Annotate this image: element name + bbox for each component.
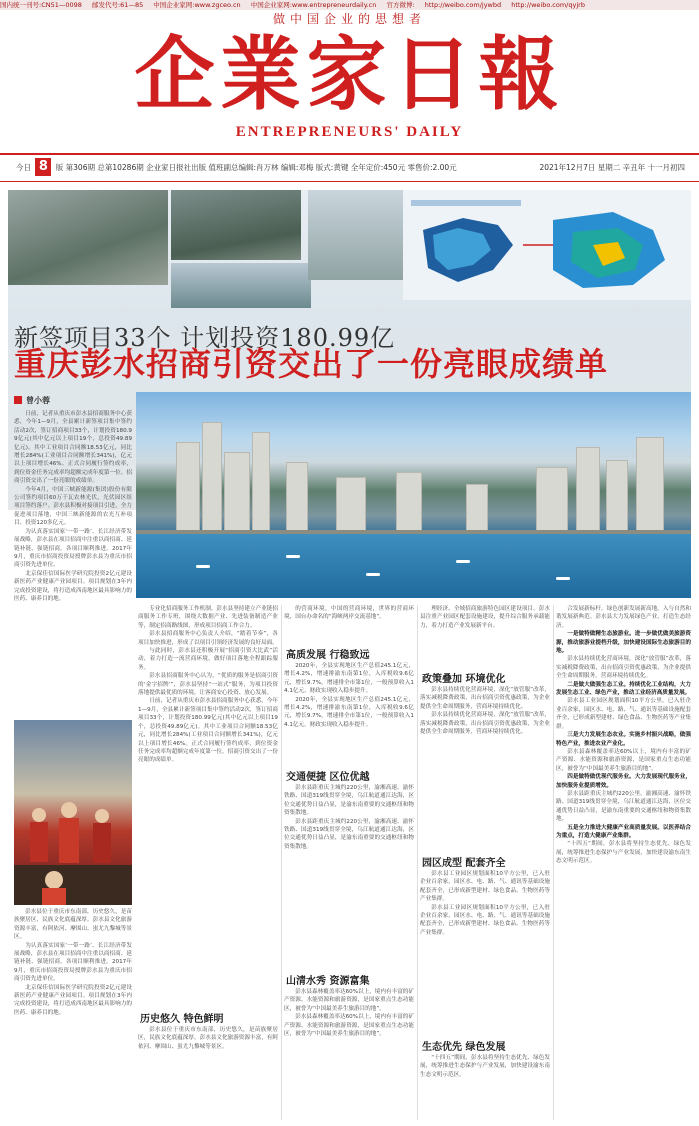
section-heading-development: 高质发展 行稳致远 — [286, 650, 370, 661]
paragraph — [556, 731, 691, 748]
top-strip-item: 官方微博: — [386, 1, 415, 9]
byline-author: 曾小蓉 — [26, 396, 50, 405]
article-column-3-b — [284, 784, 414, 964]
paragraph: 彭水县距重庆主城约220公里，渝湘高速、渝怀铁路、国道319线贯穿全境，乌江航道通江达海，区位交通优势日益凸显，是渝东南重要的交通枢纽和物资集散地。 — [556, 790, 691, 823]
photo-river-bridge — [171, 263, 311, 308]
paragraph: 彭水县工业园区规划面积10平方公里，已入驻企业百余家，园区水、电、路、气、通讯等基础设施配套齐全，已形成新型建材、绿色食品、生物医药等产业集群。 — [420, 871, 550, 903]
paragraph: 的营商环境，中国的营商环境，世界的营商环境，国台办命名的“海峡两岸交流基地”。 — [284, 606, 414, 621]
section-heading-transport: 交通便捷 区位优越 — [286, 772, 370, 783]
paragraph: 彭水县持续优化营商环境，深化“放管服”改革，落实减税降费政策，出台招商引资优惠政策，为企业提供全生命周期服务，营商环境持续优化。 — [556, 656, 691, 680]
masthead-title: 企業家日報 — [134, 27, 565, 121]
paragraph — [556, 681, 691, 698]
paragraph: 彭水县森林覆盖率达60%以上，境内有丰富的矿产资源、水能资源和旅游资源，是国家重点生态功能区，被誉为“中国最美养生旅游目的地”。 — [556, 748, 691, 772]
paragraph: 彭水县持续优化营商环境，深化“放管服”改革，落实减税降费政策，出台招商引资优惠政策，为企业提供全生命周期服务，营商环境持续优化。 — [420, 712, 550, 736]
article-column-2-bottom — [138, 1026, 278, 1122]
photo-folk-performers — [14, 720, 132, 905]
paragraph: 北京保佳信国际医学研究院投资2亿元建设新医药产业健康产业园项目。项目规划在3年内完成投资建设，将打造成西南地区最具影响力的医药、康养目的地。 — [14, 570, 132, 602]
paragraph: 北京保佳信国际医学研究院投资2亿元建设新医药产业健康产业园项目。项目规划在3年内完成投资建设，将打造成西南地区最具影响力的医药、康养目的地。 — [14, 984, 132, 1016]
byline-marker-icon — [14, 396, 22, 404]
paragraph: 彭水县招商服务中心认为，“优质的服务是招商引资的‘金字招牌’”，彭水县坚持“一站式”服务，为项目投资落地提供最优质的环境，让客商安心投资、放心发展。 — [138, 673, 278, 697]
article-column-3-c — [284, 988, 414, 1122]
paragraph: 彭水县森林覆盖率达60%以上，境内有丰富的矿产资源、水能资源和旅游资源，是国家重点生态功能区，被誉为“中国最美养生旅游目的地”。 — [284, 989, 414, 1012]
top-strip-item: 国内统一刊号:CN51—0098 — [0, 1, 82, 9]
top-strip-item[interactable]: http://weibo.com/qyjrb — [511, 1, 585, 9]
paragraph: 彭水县距重庆主城约220公里，渝湘高速、渝怀铁路、国道319线贯穿全境，乌江航道通江达海，区位交通优势日益凸显，是渝东南重要的交通枢纽和物资集散地。 — [284, 818, 414, 850]
article-headline: 重庆彭水招商引资交出了一份亮眼成绩单 — [14, 345, 609, 383]
column-divider — [417, 605, 418, 1120]
paragraph: 合发展新标杆，绿色创新发展新高地。入与自然和谐发展新典范。彭水县大力发展绿色产业，打造生态经济。 — [556, 606, 691, 629]
section-heading-resources: 山清水秀 资源富集 — [286, 976, 370, 987]
point-five: 五是全力推进大健康产业高质量发展。以医养结合为重点，打造大健康产业集群。 — [556, 824, 691, 839]
article-subtitle: 新签项目33个 计划投资180.99亿 — [14, 324, 396, 352]
masthead-english: ENTREPRENEURS' DAILY — [235, 124, 464, 140]
map-icon — [403, 190, 691, 300]
point-four: 四是做特做优现代服务业。大力发展现代服务业，加快服务业提质增效。 — [556, 774, 691, 789]
article-column-3-top — [284, 605, 414, 641]
paragraph: 2020年，全县实现地区生产总值245.1亿元，增长4.2%，增速排渝东南第1位，入库税收9.6亿元，增长9.7%，增速排全市第1位，一般预算收入14.1亿元，财政实现收入稳步提升。 — [284, 696, 414, 728]
paragraph: 日前，记者从重庆市彭水县招商服务中心获悉，今年1—9月，全县累计新签项目集中签约活动2次，签订招商项目33个，计划投资180.99亿元(其中亿元以上项目19个，总投资49.89亿元)。其中工业项目合同额18.53亿元，同比增长284%(工业项目合同额增长341%)，亿元以上项目增长46%。正式合同履行签约成率，到位资金任务完成率均超额完成年度第一位。招商引资交出了一份亮眼的成绩单。 — [14, 411, 132, 485]
photo-mountain — [308, 190, 403, 280]
point-one: 一是做特做精生态旅游业。进一步做优做美旅游资源，推动旅游业提档升级，加快建设国际生态旅游目的地。 — [556, 631, 691, 655]
paragraph — [556, 773, 691, 790]
region-map-graphic — [403, 190, 691, 300]
photo-ancient-town — [171, 190, 301, 260]
paragraph: 与此同时，彭水县还积极开展“招商引资大比武”活动，着力打造一流营商环境，做好项目落地全程跟踪服务。 — [138, 648, 278, 671]
column-divider — [553, 605, 554, 1120]
paragraph: 为认真落实国家‘一带一路’、长江经济带发展战略，彭水县在项目招商中注重以商招商、延链补链、强链招商，各项目顺利推进。2017年9月，重庆市招商投资局授牌彭水县为重庆市招商引资先进单位。 — [14, 942, 132, 983]
article-column-4-top — [420, 605, 550, 665]
issue-details: 版 第306期 总第10286期 企业家日报社出版 值班副总编辑:肖万林 编辑:邓梅 版式:黄键 全年定价:450元 零售价:2.00元 — [55, 163, 457, 172]
point-two: 二是做大做强生态工业。持续优化工业结构，大力发展生态工业、绿色产业，推动工业经济高质量发展。 — [556, 681, 691, 697]
section-heading-policy: 政策叠加 环境优化 — [422, 674, 506, 685]
article-byline — [14, 395, 132, 406]
paragraph — [556, 630, 691, 655]
article-column-4-a — [420, 686, 550, 846]
article-column-5 — [556, 605, 691, 1122]
issue-date: 2021年12月7日 星期二 辛丑年 十一月初四 — [539, 163, 685, 172]
page-number-badge: 8 — [35, 158, 51, 176]
paragraph: 彭水县工业园区规划面积10平方公里，已入驻企业百余家，园区水、电、路、气、通讯等基础设施配套齐全，已形成新型建材、绿色食品、生物医药等产业集群。 — [556, 698, 691, 730]
issue-info-bar — [0, 153, 699, 182]
paragraph: “十四五”期间，彭水县将坚持生态优先、绿色发展，统筹推进生态保护与产业发展，加快建设渝东南生态文明示范区。 — [556, 841, 691, 865]
top-strip-item[interactable]: 中国企业家网:www.entrepreneurdaily.cn — [250, 1, 377, 9]
paragraph: 彭水县招商服务中心负责人介绍，“踏着节奏”，各项目加快推进，形成了以项目引领经济发展的良好局面。 — [138, 631, 278, 646]
paragraph: 2020年，全县实现地区生产总值245.1亿元，增长4.2%，增速排渝东南第1位，入库税收9.6亿元，增长9.7%，增速排全市第1位，一般预算收入14.1亿元，财政实现收入稳步提升。 — [284, 663, 414, 695]
paragraph: 彭水县位于重庆市东南部，历史悠久，是苗族聚居区，民族文化底蕴深厚。彭水县文化旅游资源丰富，有阿依河、摩围山、蚩尤九黎城等景区。 — [138, 1027, 278, 1050]
paragraph: 彭水县森林覆盖率达60%以上，境内有丰富的矿产资源、水能资源和旅游资源，是国家重点生态功能区，被誉为“中国最美养生旅游目的地”。 — [284, 1014, 414, 1038]
paragraph: 彭水县距重庆主城约220公里，渝湘高速、渝怀铁路、国道319线贯穿全境，乌江航道通江达海，区位交通优势日益凸显，是渝东南重要的交通枢纽和物资集散地。 — [284, 785, 414, 817]
point-three: 三是大力发展生态农业。实施乡村振兴战略，做强特色产业，推进农业产业化。 — [556, 732, 691, 747]
top-strip-item[interactable]: http://weibo.com/jywbd — [424, 1, 502, 9]
today-label: 今日 — [16, 163, 31, 172]
section-heading-history: 历史悠久 特色鲜明 — [140, 1014, 224, 1025]
main-photo-river-city — [136, 392, 691, 598]
article-column-3-a — [284, 662, 414, 762]
top-strip-item: 邮发代号:61—85 — [91, 1, 144, 9]
paragraph: 理经济、全域招商旅游特色园区建设项目。彭水县注重产业园区配套设施建设，提升综合服务承载能力，着力打造产业发展新平台。 — [420, 606, 550, 629]
article-column-4-b — [420, 870, 550, 1030]
article-column-1-bottom — [14, 908, 132, 1123]
paragraph: 专业化招商服务工作机制。彭水县坚持建立产业链招商服务工作专班，围绕大数据产业、先进装备制造产业等，制定招商路线图，形成项目招商工作合力。 — [138, 606, 278, 629]
section-heading-park: 园区成型 配套齐全 — [422, 858, 506, 869]
issue-info-left — [16, 155, 457, 181]
article-column-4-c — [420, 1054, 550, 1122]
paragraph: 为认真落实国家‘一带一路’、长江经济带发展战略，彭水县在项目招商中注重以商招商、延链补链、强链招商，各项目顺利推进。2017年9月，重庆市招商投资局授牌彭水县为重庆市招商引资先进单位。 — [14, 528, 132, 569]
paragraph: 日前，记者从重庆市彭水县招商服务中心获悉，今年1—9月，全县累计新签项目集中签约活动2次，签订招商项目33个，计划投资180.99亿元(其中亿元以上项目19个，总投资49.89亿元)。其中工业项目合同额18.53亿元，同比增长284%(工业项目合同额增长341%)，亿元以上项目增长46%。正式合同履行签约成率，到位资金任务完成率均超额完成年度第一位。招商引资交出了一份亮眼的成绩单。 — [138, 698, 278, 764]
section-heading-green: 生态优先 绿色发展 — [422, 1042, 506, 1053]
masthead-slogan: 做中国企业的思想者 — [272, 12, 426, 26]
performers-illustration-icon — [14, 720, 132, 905]
top-info-strip — [0, 0, 699, 10]
paragraph: 彭水县工业园区规划面积10平方公里，已入驻企业百余家，园区水、电、路、气、通讯等基础设施配套齐全，已形成新型建材、绿色食品、生物医药等产业集群。 — [420, 904, 550, 936]
paragraph — [556, 824, 691, 841]
paragraph: 彭水县持续优化营商环境，深化“放管服”改革，落实减税降费政策，出台招商引资优惠政策，为企业提供全生命周期服务，营商环境持续优化。 — [420, 687, 550, 710]
article-column-1 — [14, 410, 132, 718]
top-strip-item[interactable]: 中国企业家网:www.zgceo.cn — [153, 1, 241, 9]
paragraph: 今年4月，中国三峡新能源(集团)股份有限公司签约项目60万千瓦农林光伏，光伏园区组项目签约落户。彭水县积极对接项目引进，全力促进项目落地，中国三峡新能源的农光互补项目、投资120多亿元。 — [14, 486, 132, 527]
paragraph: 彭水县位于重庆市东南部，历史悠久，是苗族聚居区，民族文化底蕴深厚。彭水县文化旅游资源丰富，有阿依河、摩围山、蚩尤九黎城等景区。 — [14, 909, 132, 941]
paragraph: “十四五”期间，彭水县将坚持生态优先、绿色发展，统筹推进生态保护与产业发展，加快建设渝东南生态文明示范区。 — [420, 1055, 550, 1078]
photo-city-valley — [8, 190, 168, 285]
column-divider — [281, 605, 282, 1120]
